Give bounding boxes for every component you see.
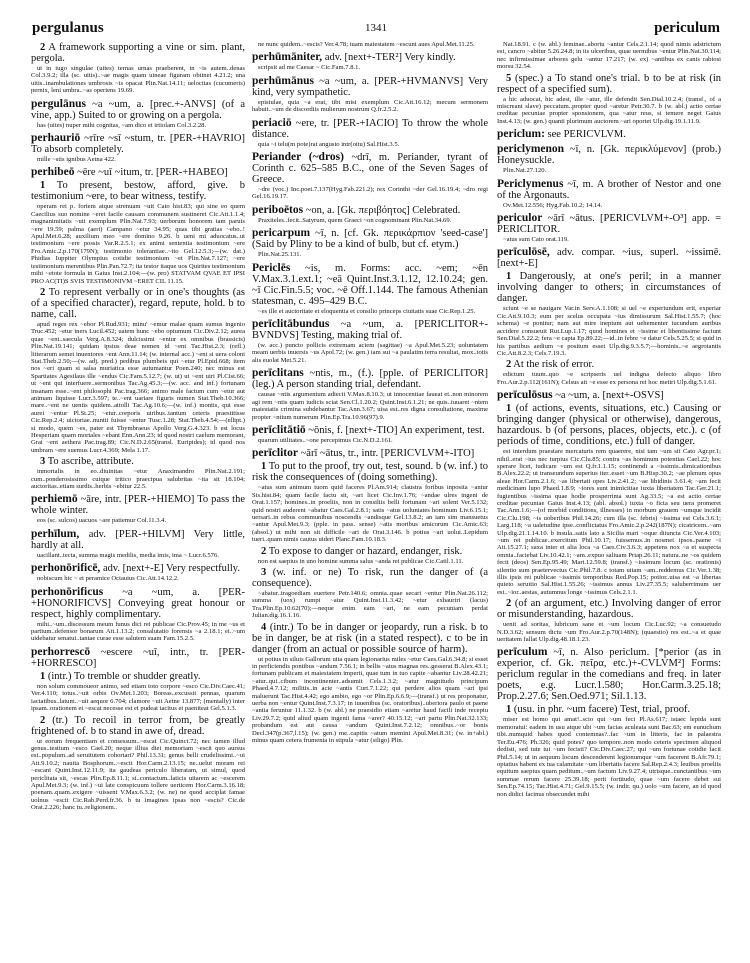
right-guide-word: periculum xyxy=(654,20,720,36)
dictionary-entry xyxy=(31,99,245,121)
citation-block: non est saepius in uno homine summa salus ~anda rei publicae Cic.Catil.1.11. xyxy=(258,557,464,565)
page-number: 1341 xyxy=(365,22,387,34)
sense-number: 3 xyxy=(40,456,46,468)
column-3 xyxy=(497,40,721,798)
citation-block: uacillant..tecta, summa magis medilis, media imis, ima ~ Lucr.6.576. xyxy=(37,551,219,559)
entry-grammar-definition: adv. compar. ~ius, superl. ~issimē. [next+-E] xyxy=(497,247,722,270)
headword: perhonōrificus xyxy=(31,585,104,598)
entry-grammar-definition: ~rīre ~sī ~stum, tr. [PER-+HAVRIO] To absorb completely. xyxy=(31,133,245,156)
sense-text: To ascribe, attribute. xyxy=(47,456,134,468)
sense-text: To present, bestow, afford, give. b testimonium ~ere, to bear witness, testify. xyxy=(31,180,246,203)
sense-text: Dangerously, at one's peril; in a manner involving danger to others; in circumstances of danger. xyxy=(497,271,721,305)
sense-number: 2 xyxy=(40,42,46,53)
dictionary-entry xyxy=(252,152,488,185)
dictionary-entry xyxy=(497,247,721,269)
sense-text: (of actions, events, situations, etc.) Causing or bringing danger (physical or otherwise), dangerous, hazardous. b (of persons, places, objects, etc.). c (of periods of time, conditions, etc.) full of danger. xyxy=(497,403,721,448)
headword: perīclitātiō xyxy=(252,423,306,436)
dictionary-entry xyxy=(252,448,488,459)
dictionary-entry xyxy=(31,647,245,669)
headword: perīculōsē, xyxy=(497,246,550,259)
headword: perhauriō xyxy=(31,132,81,145)
dictionary-entry xyxy=(497,213,721,235)
citation-block: mihi..~um..discessum meum funus dici rei publicae Cic.Prov.45; in me ~us et partium..defensor bonarum Att.1.13.2; consalutatio forensis ~a 2.18.1; ei..~um uidebatur senatui..tantae curae esse salutem suam Fam.15.2.5. xyxy=(31,620,245,643)
headword: Periclymenus xyxy=(497,177,564,190)
sense-definition xyxy=(31,180,245,202)
citation-block: causae ~ntis argumentum adiecit V.Max.8.10.3; ut innocentiae faueat et..non minorem agi rem ~ntis quam iudicis sciat Sen.Cl.1.20.2; Quint.Inst.6.1.21; ne quis..iuuaret ~ntem maiestatis crimina subdebantur Tac.Ann.3.67; uisa est..res digna consultatione, maxime propter ~ntium numerum Plin.Ep.Tra.10.96(97).9. xyxy=(252,391,488,421)
headword: perhiemō xyxy=(31,493,78,506)
citation-block: has (uites) nuper mihi cognitas, ~am dico et irtiolam Col.3.2.28. xyxy=(37,121,207,129)
dictionary-entry xyxy=(252,228,488,250)
citation-block: ne nunc quidem..~escis? Ver.4.78; tuam maiestatem ~escunt aues Apul.Met.11.25. xyxy=(258,41,475,48)
citation-block: ~atus sum Cato orat.119. xyxy=(503,236,569,244)
sense-number: 1 xyxy=(506,704,512,716)
dictionary-entry xyxy=(252,319,488,341)
dictionary-entry xyxy=(31,529,245,551)
entry-grammar-definition: ~ere, tr. [PER-+IACIO] To throw the whole distance. xyxy=(252,117,489,140)
entry-grammar-definition: ~ēre ~uī ~itum, tr. [PER-+HABEO] xyxy=(77,167,228,179)
sense-text: (tr.) To recoil in terror from, be greatly frightened of. b to stand in awe of, dread. xyxy=(31,714,245,737)
sense-number: 1 xyxy=(261,461,267,473)
entry-grammar-definition: ~on, a. [Gk. περιβόητος] Celebrated. xyxy=(305,204,461,216)
citation-block: ~dre (voc.) Inc.poet.7.137(Hyg.Fab.221.2); rex Corinthi ~der Gel.16.19.4; ~dro regi Gel.16.19.17. xyxy=(252,186,488,201)
citation-block: nobiscum hic ~ et peramice Octauius Cic.Att.14.12.2. xyxy=(37,575,179,583)
headword: perīclitor xyxy=(252,447,298,460)
entry-grammar-definition: ~a ~um, a. [PER-+HONORIFICVS] Conveying great honour or respect, highly complimentary. xyxy=(31,586,245,620)
dictionary-entry xyxy=(31,587,245,620)
dictionary-entry xyxy=(497,144,721,166)
dictionary-entry xyxy=(252,368,488,390)
sense-number: 1 xyxy=(506,403,512,415)
headword: periclymenon xyxy=(497,143,565,156)
dictionary-entry xyxy=(31,494,245,516)
headword: perhorrescō xyxy=(31,645,91,658)
headword: perhonōrificē, xyxy=(31,562,101,575)
headword: Periclēs xyxy=(252,261,291,274)
citation-block: ~abatur..tragoediam euertere Petr.140.6; omnia..quae secari ~entur Plin.Nat.26.112; summa (uox) rumpi ~atur Quint.Inst.11.3.42; ~etur exhauriri (lacus) Tra.Plin.Ep.10.62(70);—neque enim eam ~ari, ne eam pecuniam perdat Julian.dig.16.1.16. xyxy=(252,589,488,620)
headword: pergulānus xyxy=(31,97,86,110)
citation-block: a hic aduocat, hic adest, ille ~atur, ille defendit Sen.Dial.10.2.4; (transf., of a miscreant slave) peccatum..propter quod ~aretur Petr.30.7. b (w. abl.) actio certae creditae pecuniae propter sponsionem, qua ~atur reus, si temere neget Gaius Inst.4.13; (w. gen.) quanti plurimum auctorem ~ari oportet Ulp.dig.19.1.11.9. xyxy=(497,95,721,125)
citation-block: miser est homo qui amat!..scio qui ~um feci Pl.As.617; istaec lepida sunt memoratui: eadem in usu atque ubi ~um facias aculeata sunt Bac.63; em eunuchum tibi..numquid habes quod contemnas?..fac ~um in litteris, fac in palaestra Ter.Eu.476; Ph.326; quid potes? quo tempore..non modo ceteris specimen aliquod dedisti, sed tute tui ~um fecisti? Cic.Div.Caec.27; qui ~um fortunae cotidie facit Phil.5.14; ut in aequum locum descenderent legionumque ~um facerent B.Afr.79.1; optatius habent ex tua calamitate ~um libertatis facere Sal.Rep.2.4.3; leuibus proeliis equitum saepius quam peditum..~um factum Liv.9.27.4; utrisque..cunctantibus ~um summae rerum facere 25.39.18; perit fortitudo, quae ~um facere debet sui Sen.Ep.74.15; Tac.Hist.4.71; Gel.9.15.5; (w. indir. qu.) uolo ~um facere, an id quod non didici facinus obsecundet mihi xyxy=(497,716,721,798)
entry-grammar-definition: ~a ~um, a. [PER-+HVMANVS] Very kind, very sympathetic. xyxy=(252,75,488,98)
entry-grammar-definition: ~a ~um, a. [PERICLITOR+-BVNDVS] Testing, making trial of. xyxy=(252,319,488,342)
entry-grammar-definition: adv. [PER-+HILVM] Very little, hardly at all. xyxy=(31,528,246,551)
sense-definition xyxy=(252,546,488,557)
entry-grammar-definition: adv. [next+-TER²] Very kindly. xyxy=(324,52,456,64)
column-1 xyxy=(31,40,245,812)
headword: Periander (~dros) xyxy=(252,151,344,164)
entry-grammar-definition: see PERICVLVM. xyxy=(547,129,626,141)
dictionary-entry xyxy=(497,647,721,702)
sense-definition xyxy=(497,403,721,447)
entry-grammar-definition: ~a ~um, a. [prec.+-ANVS] (of a vine, app.) Suited to or growing on a pergola. xyxy=(31,98,245,121)
sense-definition xyxy=(31,671,245,682)
headword: perīculōsus xyxy=(497,389,553,402)
sense-number: 2 xyxy=(506,359,512,371)
sense-text: (usu. in phr. ~um facere) Test, trial, proof. xyxy=(513,704,691,716)
dictionary-entry xyxy=(497,179,721,201)
sense-definition xyxy=(497,271,721,304)
headword: perīclitans xyxy=(252,367,304,380)
citation-block: ~atus sum animum tuom quid faceres Pl.Am.914; claustra foribus inposita ~antur Sis.hist.84; quam facile factu sit, ~ari licet Cic.Inv.1.76; ~andae ulres ingeni de Orat.1.157; homines..in proeliis, non in consiliis belli fortunam ~ari solent Ver.5.132; quid nostri auderent ~abatur Caes.Gal.2.8.1; satis ~atus uoluntates hominum Liv.6.15.1; uersari..in rebus communibus noscendis ~andisque Gel.13.8.2; an iam sim mansuetus ~antur Apul.Met.9.3; (pple. in pass. sense) ~atis moribus amicorum Cic.Amic.63; (absol.) ut mihi non sit difficile ~ari de Orat.3.146. b potius ~ari uolui..Lepidum tueri..quam nimis cautus uideri Planc.Fam.10.18.3. xyxy=(252,484,488,544)
sense-text: (spec.) a To stand one's trial. b to be at risk (in respect of a specified sum). xyxy=(497,72,721,95)
citation-block: Nat.18.91. c (w. abl.) feminae..abortu ~antur Cels.2.1.14; quod nimis adstrictum est, cancro ~abitur 5.26.24.8; in iis ulceribus, quae uermibus ~entur Plin.Nat.30.114; nec infirmissimae arbores gelu ~antur 17.217; (w. ex) ~antibus ex canis rabiosi morsu 32.54. xyxy=(497,41,721,71)
dictionary-entry xyxy=(31,167,245,178)
citation-block: quarum utilitates..~one percepimus Cic.N.D.2.161. xyxy=(258,436,393,444)
sense-text: A framework supporting a vine or sim. plant, pergola. xyxy=(31,42,245,64)
dictionary-entry xyxy=(252,76,488,98)
headword: pericarpum xyxy=(252,227,311,240)
sense-text: (intr.) To be in danger or jeopardy, run a risk. b to be in danger, be at risk (in a stated respect). c to be in danger (from an actual or possible source of harm). xyxy=(252,621,488,655)
sense-text: At the risk of error. xyxy=(513,359,595,371)
entry-grammar-definition: ~ī, n. [Gk. περικλύμενον] (prob.) Honeysuckle. xyxy=(497,144,721,167)
citation-block: Plin.Nat.27.120. xyxy=(503,167,547,175)
sense-number: 5 xyxy=(506,72,512,84)
entry-grammar-definition: ~escere ~uī, intr., tr. [PER-+HORRESCO] xyxy=(31,646,246,669)
citation-block: Plin.Nat.25.131. xyxy=(258,251,302,259)
sense-number: 3 xyxy=(261,566,267,578)
sense-definition xyxy=(31,42,245,64)
citation-block: edictum tuum..quo ~e scripseris uel indigna defecto aliquo libro Fro.Aur.2.p.112(161N); Celsus ait ~e esse ex persona rei hoc metiri Ulp.dig.5.1.61. xyxy=(497,371,721,386)
sense-number: 1 xyxy=(40,670,46,682)
dictionary-entry xyxy=(31,563,245,574)
dictionary-entry xyxy=(497,390,721,401)
citation-block: non solum commoueor animo, sed etiam toto corpore ~esco Cic.Div.Caec.41; Ver.4.110; totus..~uit orbis Ov.Met.1.203; Boreas..excussit pennas, quarum iactatibus..latum..~uit aequor 6.704; clamore ~uit Aetne 13.877; (mentally) inter ipsam..orationem et ~escat necesse est et pudeat tacitus et paeniteat Gel.5.1.3. xyxy=(31,682,245,713)
entry-grammar-definition: ~a ~um, a. [next+-OSVS] xyxy=(555,390,664,402)
sense-number: 2 xyxy=(40,714,46,726)
sense-text: (w. inf. or ne) To risk, run the danger of (a consequence). xyxy=(252,566,488,589)
running-header xyxy=(32,20,720,40)
entry-grammar-definition: ~ntis, m., (f.). [pple. of PERICLITOR] (leg.) A person standing trial, defendant. xyxy=(252,368,488,391)
sense-text: (intr.) To tremble or shudder greatly. xyxy=(47,670,201,682)
sense-text: To put to the proof, try out, test, sound. b (w. inf.) to risk the consequences of (doing something). xyxy=(252,461,489,484)
headword: periculor xyxy=(497,212,543,225)
entry-grammar-definition: ~āre, intr. [PER-+HIEMO] To pass the whole winter. xyxy=(31,494,246,517)
entry-grammar-definition: ~ārī ~ātus, tr., intr. [PERICVLVM+-ITO] xyxy=(300,448,475,460)
citation-block: sciunt ~e se nauigare Var.in Serv.A.1.108; si uel ~e experiundum erit, experiar Cic.Att.9.10.3; eum per scelus occupata ~ius dimissurum Sal.Hist.1.55.7; (hoc schema) ~e ponitur; nam aut mire ineptum aut uehementer iucundum auribus accidere consueuit Rut.Lup.1.17; quod homines et ~issime et libentissime faciunt Sen.Dial.5.22.2; fera ~e capta Ep.89.22;—id..in febre ~e datur Cels.5.25.5; si quid in his partibus aedium ~e positum esset Ulp.dig.9.3.5.7;—hominis..~e aegrotantis Cic.Att.8.2.3; Cels.7.19.3. xyxy=(497,305,721,357)
citation-block: scripsit ad me Caesar ~ Cic.Fam.7.8.1. xyxy=(258,64,361,72)
headword: periboētos xyxy=(252,203,304,216)
dictionary-entry xyxy=(252,205,488,216)
dictionary-entry xyxy=(31,133,245,155)
citation-block: inmortalis in eo..diuinitas ~etur Anaximandro Plin.Nat.2.191; cum..ponderosissimo cuique tritico praecipua salubritas ~ita sit 18.104; auctoritas..etiam surdis..herbis ~ebitur 22.5. xyxy=(31,468,245,491)
sense-number: 1 xyxy=(40,180,46,192)
citation-block: ut potius in siluis Gallorum uita quam legionarius miles ~etur Caes.Gal.6.34.8; si esset in perficiendis pontibus ~andum 7.56.1; in bellis ~atus magnas res..gesserat B.Alex.43.1; fortunam publicam et maiestatem imperii, quae tum in tuo capite ~abantur Liv.28.42.21; ~atur..qui..cibum incontinenter..adsumit Cels.1.3.2; ~atur magnitudo principum Phaed.4.7.12; militis..in acie ~antis Curt.7.1.22; qui perdere alios quam ~ari ipsi maluerunt Tac.Hist.4.42; ego ambio, ego ~or Plin.Ep.6.6.9;—(transf.) ut res proponatur, uerba non ~entur Quint.Inst.7.3.17; in iuuenibus (sc. oratoribus)..uberiora paulo et paene ~antia feruntur 11.1.32. b (w. abl.) ne praesidio etiam ~aretur haud facili inde receptu Liv.29.7.2; quid aliud quam ingenii fama ~arer? 40.15.12; ~ari partu Plin.Nat.32.133; probandum est aut causa ~andum Quint.Inst.7.2.12; omnibus..~or bonis Decl.347(p.367,l.15); (w. gen.) me..capitis ~atum memini Apul.Met.8.31; (w. in+abl.) minus quam cetera frumenta in stipula ~atur (siligo) Plin. xyxy=(252,655,488,745)
citation-block: Ov.Met.12.556; Hyg.Fab.10.2; 14.14. xyxy=(503,201,603,209)
citation-block: est interdum praestare mercaturis rem quaerere, nisi tam ~um sit Cato Agr.pr.1; nihil..erat ~ius nec turpius Cic.Clu.85; contra ~as hominum potentias Cael.22; hoc sperare licet, iudicare ~um est Q.fr.1.1.15; continendi a ~issimis..dimicationibus B.Alex.22.2; ut transeundum superius iter..esset ~um B.Hisp.30.2; ~ae plenum opus aleae Hor.Carm.2.1.6; ~as libertati opes Liv.2.41.2; ~ae libidinis 3.61.4; ~am fecit medicinam lupo Phaed.1.8.9; ~iores sunt inimicitiae iuxta libertatem Tac.Ger.21.1; fugientibus ~issima quae hodie prosperrima sunt Ag.33.5; ~a est actio certae creditae pecuniae Gaius Inst.4.13; (abl. absol.) iuxta ~o ficta seu uera promeret Tac.Ann.1.6;—(of morbid conditions, illnesses) in morbum grauem ~umque incidit Cic.Clu.198; ~is uoberibus Phil.14.26; cum illa (sc. febris) ~issima est Cels.3.6.1; Larg.118; ~a ualetudine ipse..conflictatus Fro.Amic.2.p.242(187N); cicatricem..~am Ulp.dig.21.1.14.10. b insula..satis lato a Sicilia mari ~oque diiuncta Cic.Ver.4.103; ~um rei publicae..exercitum Phil.10.17; fuissemus..in nosmet ipsos..paene ~i Att.15.27.1; saxa inter et alia loca ~a Caes.Civ.3.6.3; appetens nox ~a et suspecta omnia..faciebat Liv.10.42.1; ~am..expuo saliuam Priap.26.11; natura..ne ~os quidem fecit (deos) Sen.Ep.95.49; Mart.12.59.8; (transf.) ~issimum locum (sc. orationis) silentio sum praetervectus Cic.Phil.7.8. c totam uitam ~am..reddemus Cic.Ver.1.38; illis ipsis rei publicae ~issimis temporibus Red.Pop.15; potior..uisa est ~a libertas quieto seruitio Sal.Hist.1.55.26; ~issimus annus Liv.27.35.5; saluberrimum uer est..~ior..aestas, autumnus longe ~issimus Cels.2.1.1. xyxy=(497,448,721,596)
citation-block: Praxiteles..fecit..Satyrum, quem Graeci ~on cognominant Plin.Nat.34.69. xyxy=(258,216,452,224)
sense-number: 4 xyxy=(261,621,267,633)
entry-grammar-definition: adv. [next+-E] Very respectfully. xyxy=(102,563,240,575)
citation-block: operam rei p. fortem atque strenuam ~uit Cato hist.83; qui sine eo quem Caecilius suo nomine ~eret facile causam communem sustineret Cic.Att.1.1.4; magnanimitatis ~uit exemplum Plin.Nat.7.93; uerborum honorem tam paruis ~ere 19.59; palma (aeri) Campano ~etur 34.95; quas tibi gratias ~ebo..! Apul.Met.6.28; auxilium meo ~ere domino 9.26. b ueni mi aduocatus..ut testimonium ~ere possis Var.R.2.5.1; ex animi sententia testimonium ~ere Fro.Amic.2.p.170(179N); testimonio tolerantiae..~ito Gel.12.5.3;—(w. dat.) Phidias Iuppiter Olympius cotidie testimonium ~et Plin.Nat.7.127; ~ere testimonium merentibus Plin.Pan.72.7; ita testor itaque uos Quirites testimonium mihi ~etote formula in Gaius Inst.2.104;—(w. pro) STATVAM QVAE ET IPSI PRO AC(TI)S SVIS TESTIMONIVM ~ERET CIL 11.15. xyxy=(31,203,245,285)
entry-grammar-definition: ~drī, m. Periander, tyrant of Corinth c. 625–585 B.C., one of the Seven Sages of Greece. xyxy=(252,152,488,186)
headword: perhibeō xyxy=(31,166,75,179)
headword: periclum: xyxy=(497,128,545,141)
sense-definition xyxy=(31,715,245,737)
sense-definition xyxy=(252,567,488,589)
sense-definition xyxy=(497,73,721,95)
headword: perhīlum, xyxy=(31,527,80,540)
citation-block: (w. acc.) puncto pollicis extremam aciem (sagittae) ~a Apul.Met.5.23; uoluntatem meam uerbis inuersis ~us Apol.72; (w. gen.) iam sui ~a paulatim terra resultat, mox..totis alis euolat Met.5.21. xyxy=(252,342,488,364)
entry-grammar-definition: ~ī, n. Also periclum. [*perior (as in experior, cf. Gk. πεῖρα, etc.)+-CVLVM²] Forms: periclum regular in the comedians and freq. in later poets, e.g. Lucr.1.580; Hor.Carm.3.25.18; Prop.2.27.6; Sen.Oed.971; Sil.1.13. xyxy=(497,647,721,703)
left-guide-word: pergulanus xyxy=(32,20,104,36)
headword: perīclitābundus xyxy=(252,318,330,331)
sense-definition xyxy=(252,622,488,655)
dictionary-entry xyxy=(497,129,721,140)
citation-block: ut eorum frequentiam et consessum..~escat Cic.Quinct.72; nec tamen illud genus..testium ~esco Cael.20; neque illius diei memoriam ~escit quo aursus est..populum..ad seruitutem cohortari? Phil.13.31; genus belli crudelissimi..~ui Att.9.10.2; nauita Bosphorum..~escit Hor.Carm.2.13.15; ne..uelut moram rei ~escant Quint.Inst.12.11.9; ita gaudeas periculo liberatam, ut simul, quod periclitata sit, ~escas Plin.Ep.8.11.1; si..contactum..laticis uitarem ac ~escerem Apul.Met.9.3; (w. inf.) ~ui late conspicuum tollere uerticem Hor.Carm.3.16.18; poenam..quam..exigere ~uissent V.Max.6.3.2; (w. ne) ne quod acciplat famae uolnus ~escit Cic.Rab.Perd.fr.36. b tu imagines ipsas non ~escis? Cic.de Orat.2.226; hanc tu..religionem.. xyxy=(31,737,245,812)
entry-grammar-definition: ~ōnis, f. [next+-TIO] An experiment, test. xyxy=(308,424,485,436)
dictionary-entry xyxy=(252,263,488,307)
sense-definition xyxy=(252,461,488,483)
sense-number: 2 xyxy=(261,545,267,557)
citation-block: ~es ille et auctoritate et eloquentia et consilio princeps ciuitatis suae Cic.Rep.1.25. xyxy=(258,307,476,315)
dictionary-entry xyxy=(252,52,488,63)
sense-number: 1 xyxy=(506,271,512,283)
citation-block: quia ~i telu(m pote)rat angusto intr(oitu) Sal.Hist.3.5. xyxy=(258,140,400,148)
sense-definition xyxy=(31,456,245,467)
column-2 xyxy=(252,40,488,744)
citation-block: mille ~stis ignibus Aetna 422. xyxy=(37,156,116,164)
sense-number: 2 xyxy=(40,286,46,298)
citation-block: ut in iugo singulae (uites) ternas urnas praeberent, in ~is autem..denas Col.3.9.2; illa (sc. uitis)..~ae magis quam uineae figuram obtinet 4.21.2; una uitis..inambulationes umbrosis ~is opacat Plin.Nat.14.11; uelocitas (cucumeris) pernix, leni umbra..~as operiens 19.69. xyxy=(31,65,245,95)
sense-text: To represent verbally or in one's thoughts (as of a specified character), regard, repute, hold. b to name, call. xyxy=(31,286,246,320)
citation-block: eos (sc. sulcos) uacuos ~are patiemur Col.11.3.4. xyxy=(37,517,167,525)
entry-grammar-definition: ~ī, n. [cf. Gk. περικάρπιον 'seed-case'] (Said by Pliny to be a kind of bulb, but cf. etym.) xyxy=(252,228,488,251)
sense-text: (of an argument, etc.) Involving danger of error or misunderstanding, hazardous. xyxy=(497,598,721,621)
citation-block: apud reges rex ~ebor Pl.Rud.931; minu' ~emur malae quam sumus ingenio Truc.452; ~etur iners Lucil.452; uatem hunc ~ebo optumum Cic.Div.2.12; aurea quae ~ent..saecula Verg.A.8.324; dulcissimi ~entur ex omnibus (brassicis) Plin.Nat.19.141; quidam ipsius deae nomen id ~ent Tac.Hist.2.3; (refl.) litterarum semet inuentores ~ent Ann.11.14; (w. internal acc.) ~ent si uera coloni Stat.Theb.2.50;—(w. adj. pred.) pedibus plumbeis qui ~etur Pl.Epid.668; item nos ~eri quam si salsa muriatica esse autumantur Poen.240; nec minus est Spartiates Agesilaus ille ~endus Cic.Fam.5.12.7; (w. ut) ut ~ent uiri Pl.Cist.66; ut ~ent qui interfuere..sermonibus Tac.Ag.45.3;—(w. acc. and inf.) fortunam insanam esse..~ent philosophi Pac.trag.366; animo male factum cum ~etur aut animam liquisse Lucr.3.597; te..~ent uariare figuris numen Stat.Theb.10.366; mare..~ent ne uentis quidem..attolli Tac.Ag.10.6;—(w. inf.) montis, qui esse aurei ~entur Pl.St.25; ~etur..corporis uiribus..tantum ceteris praestitisse Cic.Rep.2.4; uictoriae..nuntii fuisse ~entur Tusc.1.28; Stat.Theb.4.54;—(ellipt.) si modo, quem ~es, pater est Thymbraeus Apollo Verg.G.4.323. b est locus Hesperiam quam mortales ~ebant Enn.Ann.23; id quod nostri caelum memorant, Grai ~ent aethera Pac.trag.89; Cic.N.D.2.65(transl. Euripides); id quod nos umbram ~ere suemus Lucr.4.369; Mela 1.17. xyxy=(31,320,245,454)
entry-grammar-definition: ~ī, m. A brother of Nestor and one of the Argonauts. xyxy=(497,178,721,201)
sense-definition xyxy=(497,598,721,620)
entry-grammar-definition: ~ārī ~ātus. [PERICVLVM+-O³] app. = PERICLITOR. xyxy=(497,213,721,236)
headword: periaciō xyxy=(252,116,292,129)
citation-block: uenit ad soritas, lubricum sane et ~um locum Cic.Luc.92; ~a consuetudo N.D.3.62; sensum dictu ~um Fro.Aur.2.p.70(148N); (quaestio) res est..~a et quae ueritatem fallat Ulp.dig.48.18.1.23. xyxy=(497,621,721,644)
headword: perīculum xyxy=(497,646,548,659)
sense-definition xyxy=(497,359,721,370)
sense-definition xyxy=(31,287,245,320)
sense-text: To expose to danger or hazard, endanger, risk. xyxy=(268,545,463,557)
dictionary-entry xyxy=(252,425,488,436)
sense-definition xyxy=(497,704,721,715)
entry-grammar-definition: ~is, m. Forms: acc. ~em; ~ēn V.Max.3.1.ext.1; ~eā Quint.Inst.3.1.12, 12.10.24; gen. ~ī Cic.Fin.5.5; voc. ~ē Off.1.144. The famous Athenian statesman, c. 495–429 B.C. xyxy=(252,262,488,307)
headword: perhūmāniter, xyxy=(252,51,323,64)
headword: perhūmānus xyxy=(252,74,314,87)
sense-number: 2 xyxy=(506,598,512,610)
citation-block: epistulae, quia ~a erat, tibi misi exemplum Cic.Att.16.12; mecum sermonem habuit..~um de discordiis mulierum nostrum Q.fr.2.5.2. xyxy=(252,98,488,114)
dictionary-entry xyxy=(252,118,488,140)
